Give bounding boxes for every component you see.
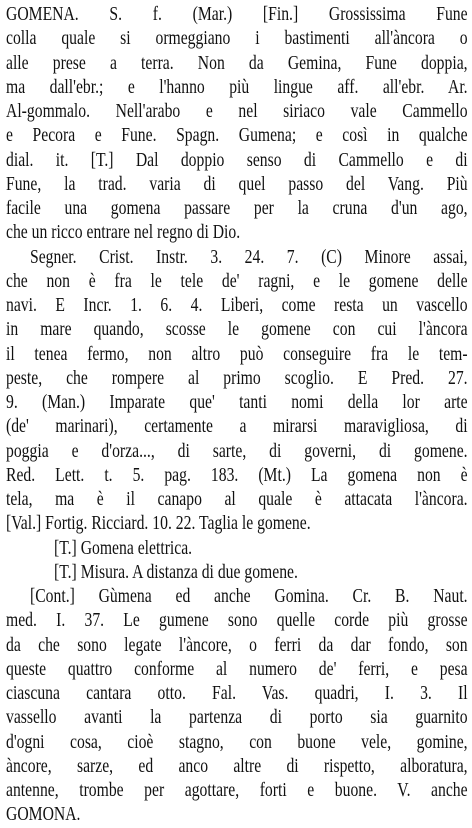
text-line: alle prese a terra. Non da Gemina, Fune doppia, <box>6 52 468 74</box>
text-line: che non è fra le tele de' ragni, e le gomene delle <box>6 270 468 292</box>
text-line: (de' marinari), certamente a mirarsi maravigliosa, di <box>6 416 468 438</box>
text-line: GOMENA. S. f. (Mar.) [Fin.] Grossissima Fune <box>6 4 468 25</box>
text-line: Segner. Crist. Instr. 3. 24. 7. (C) Minore assai, <box>30 246 468 268</box>
text-line: vassello avanti la partenza di porto sia guarnito <box>6 707 468 729</box>
text-line: dial. it. [T.] Dal doppio senso di Cammello e di <box>6 149 468 171</box>
text-line: med. I. 37. Le gumene sono quelle corde più grosse <box>6 610 468 632</box>
text-line: antenne, trombe per agottare, forti e buone. V. anche <box>6 780 468 801</box>
text-line: GOMONA. <box>6 804 81 826</box>
text-line: che un ricco entrare nel regno di Dio. <box>6 222 241 244</box>
text-line: Fune, la trad. varia di quel passo del Vang. Più <box>6 173 468 195</box>
text-line: àncore, sarze, ed anco altre di rispetto, alboratura, <box>6 755 468 777</box>
text-line: ciascuna cantara otto. Fal. Vas. quadri, I. 3. Il <box>6 683 468 704</box>
text-line: peste, che rompere al primo scoglio. E Pred. 27. <box>6 367 468 389</box>
text-line: queste quattro conforme al numero de' ferri, e pesa <box>6 658 468 680</box>
text-line: il tenea fermo, non altro può conseguire fra le tem- <box>6 343 468 365</box>
text-line: in mare quando, scosse le gomene con cui l'àncora <box>6 319 468 341</box>
text-line: colla quale si ormeggiano i bastimenti all'àncora o <box>6 28 468 50</box>
text-line: 9. (Man.) Imparate que' tanti nomi della lor arte <box>6 392 468 413</box>
text-line: ma dall'ebr.; e l'hanno più lingue aff. all'ebr. Ar. <box>6 76 468 98</box>
text-line: d'ogni cosa, cioè stagno, con buone vele, gomine, <box>6 731 468 753</box>
text-line: poggia e d'orza..., di sarte, di governi, di gomene. <box>6 440 468 462</box>
dictionary-entry <box>6 3 468 828</box>
text-line: da che sono legate l'àncore, o ferri da dar fondo, son <box>6 634 468 656</box>
text-line: Al-gommalo. Nell'arabo e nel siriaco vale Cammello <box>6 101 468 122</box>
text-line: facile una gomena passare per la cruna d'un ago, <box>6 198 468 219</box>
text-line: Red. Lett. t. 5. pag. 183. (Mt.) La gomena non è <box>6 464 468 486</box>
text-line: navi. E Incr. 1. 6. 4. Liberi, come resta un vascello <box>6 295 468 316</box>
text-line: e Pecora e Fune. Spagn. Gumena; e così in qualche <box>6 125 468 147</box>
text-line: [T.] Gomena elettrica. <box>54 537 193 559</box>
text-line: [T.] Misura. A distanza di due gomene. <box>54 561 298 583</box>
text-line: tela, ma è il canapo al quale è attacata l'àncora. <box>6 489 468 510</box>
text-line: [Cont.] Gùmena ed anche Gomina. Cr. B. Naut. <box>30 586 468 607</box>
text-line: [Val.] Fortig. Ricciard. 10. 22. Taglia le gomene. <box>6 513 311 535</box>
